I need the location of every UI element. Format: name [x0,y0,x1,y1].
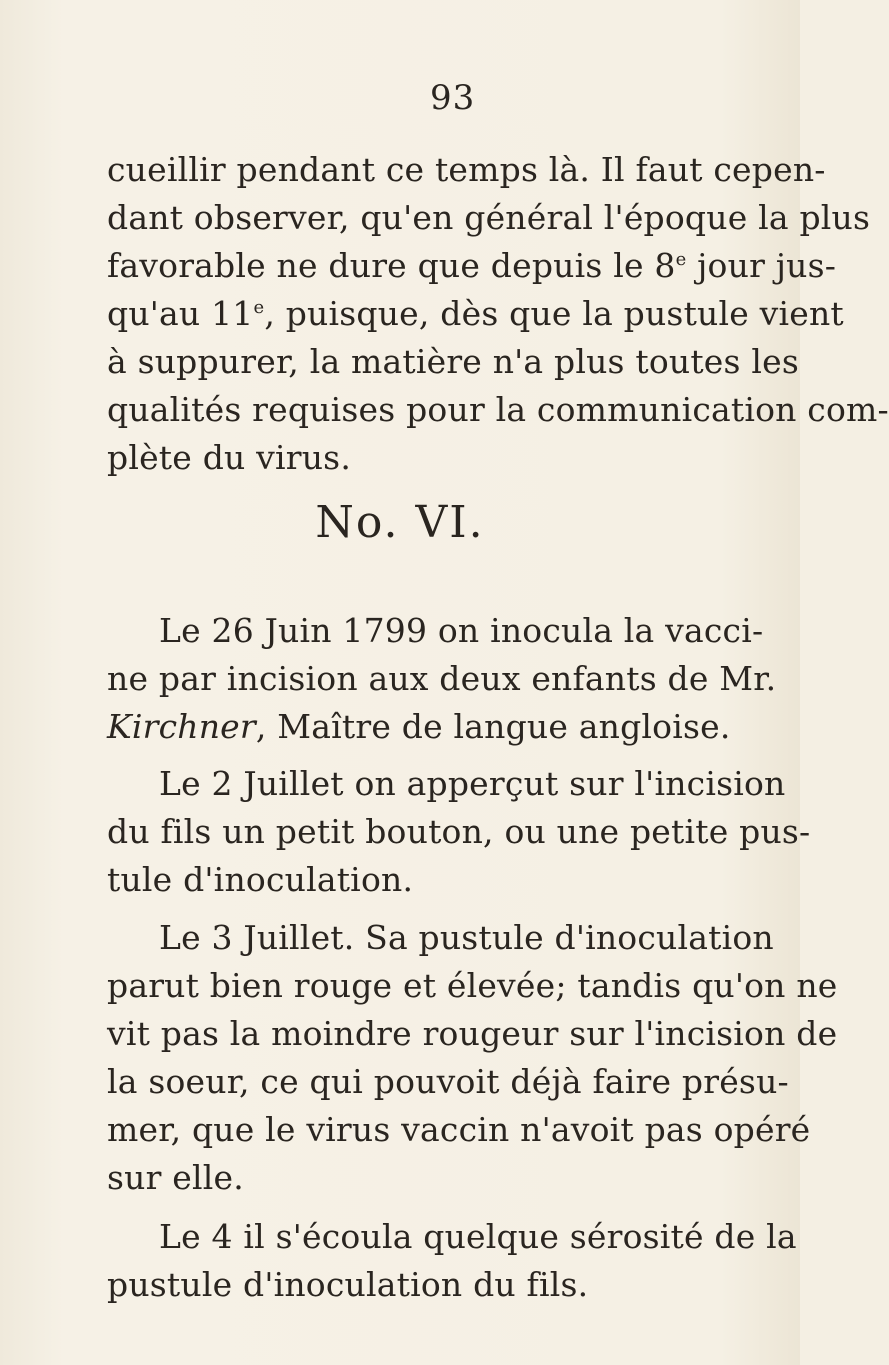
text-line: Le 3 Juillet. Sa pustule d'inoculation [159,918,774,957]
text-line: dant observer, qu'en général l'époque la plus [107,198,871,237]
text-line: Le 26 Juin 1799 on inocula la vacci- [159,611,764,650]
text-line: la soeur, ce qui pouvoit déjà faire présu- [107,1062,789,1101]
text-line: mer, que le virus vaccin n'avoit pas opéré [107,1110,811,1149]
text-line: du fils un petit bouton, ou une petite pus- [107,812,811,851]
text-line: plète du virus. [107,438,352,477]
text-line: Le 2 Juillet on apperçut sur l'incision [159,764,786,803]
text-line: à suppurer, la matière n'a plus toutes les [107,342,799,381]
text-line: pustule d'inoculation du fils. [107,1265,589,1304]
text-line: parut bien rouge et élevée; tandis qu'on ne [107,966,838,1005]
text-line: qu'au 11e, puisque, dès que la pustule vient [107,294,844,333]
person-name: Kirchner [107,707,256,746]
text-line: qualités requises pour la communication com- [107,390,889,429]
page-number: 93 [430,78,476,118]
text-line: vit pas la moindre rougeur sur l'incision de [107,1014,838,1053]
text-line: cueillir pendant ce temps là. Il faut cepen- [107,150,826,189]
text-line: favorable ne dure que depuis le 8e jour jus- [107,246,837,285]
text-line: Le 4 il s'écoula quelque sérosité de la [159,1217,797,1256]
text-line: Kirchner, Maître de langue angloise. [107,707,731,746]
text-line: tule d'inoculation. [107,860,414,899]
section-heading: No. VI. [315,497,485,548]
text-line: sur elle. [107,1158,244,1197]
text-line: ne par incision aux deux enfants de Mr. [107,659,777,698]
